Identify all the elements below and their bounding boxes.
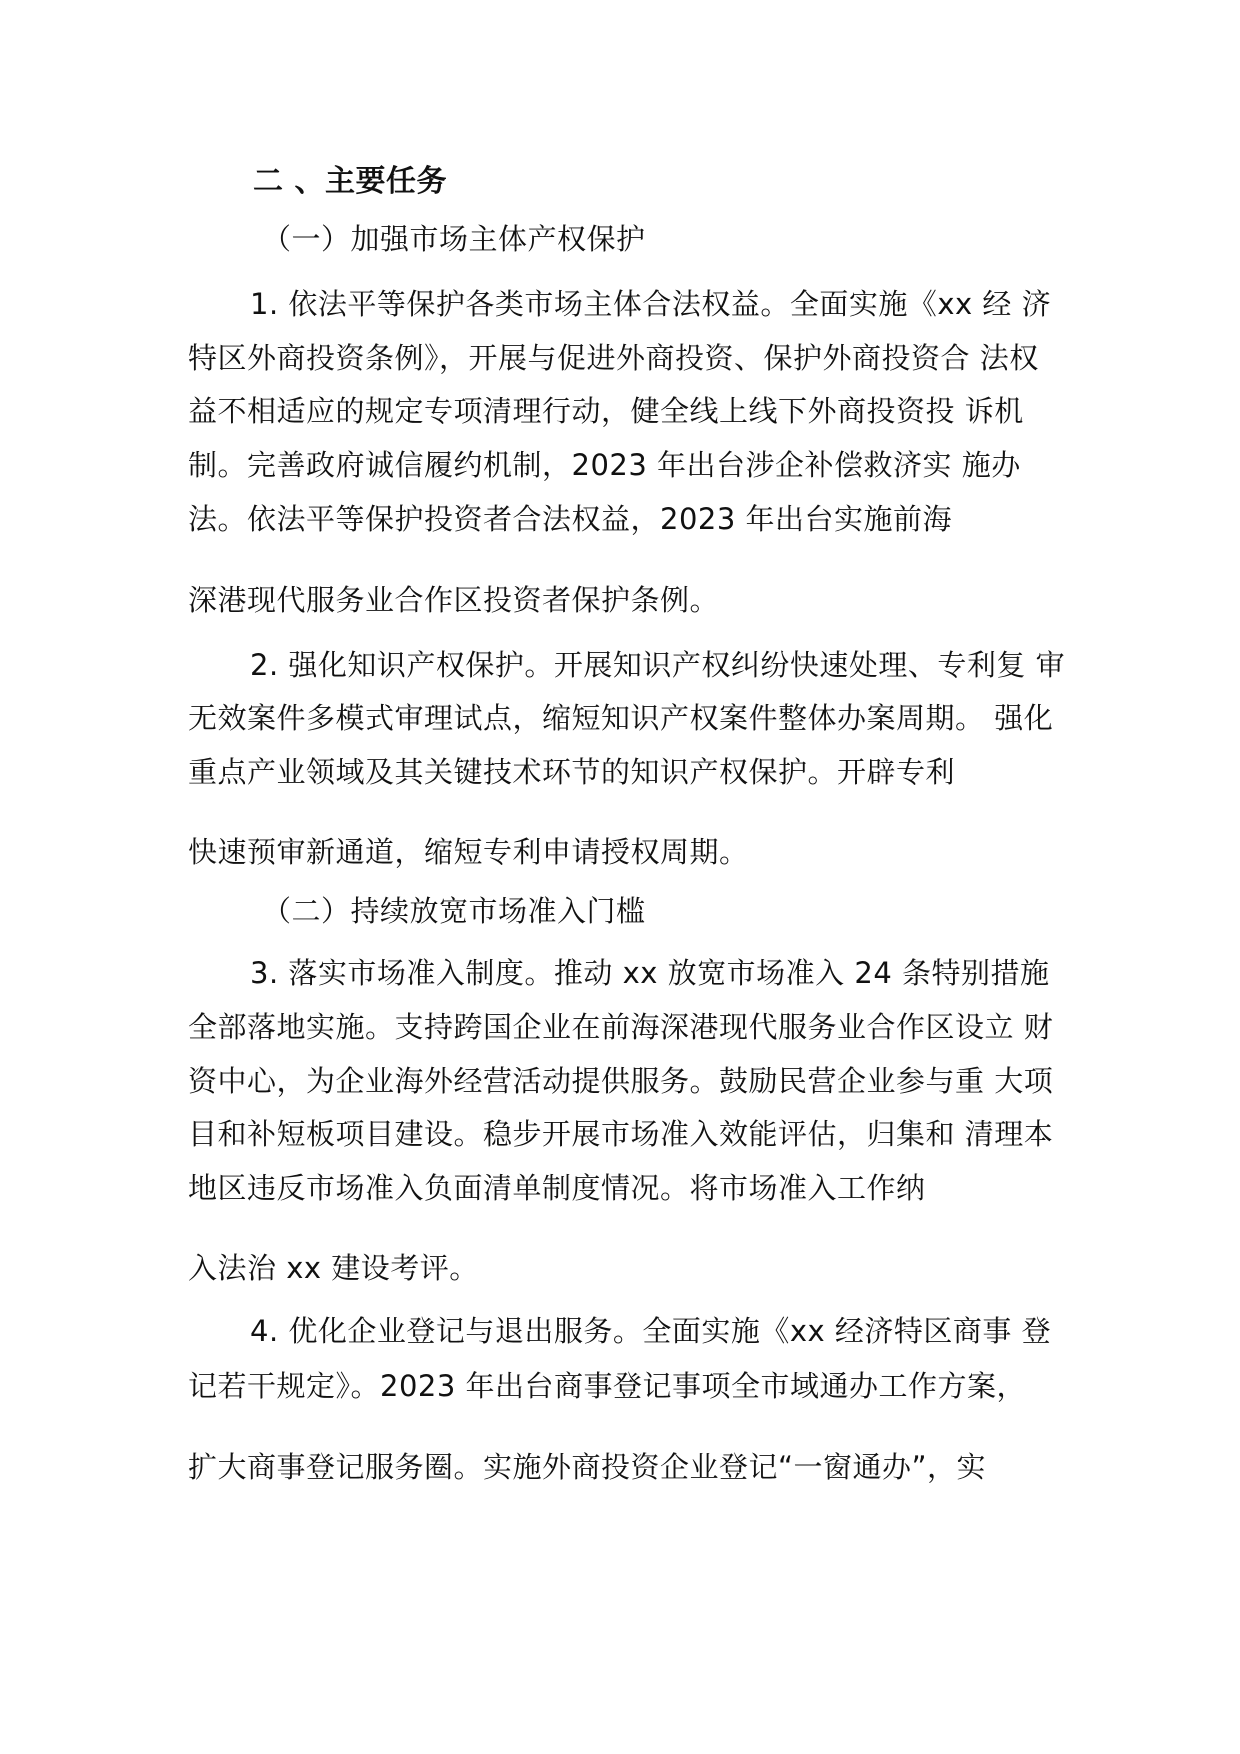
paragraph-line: 扩大商事登记服务圈。实施外商投资企业登记“一窗通办”，实 [188,1450,987,1484]
paragraph-line: 重点产业领域及其关键技术环节的知识产权保护。开辟专利 [188,755,956,789]
paragraph-line: 法。依法平等保护投资者合法权益，2023 年出台实施前海 [188,502,953,536]
paragraph-line: 资中心，为企业海外经营活动提供服务。鼓励民营企业参与重 大项 [188,1064,1054,1098]
subsection-heading: （二）持续放宽市场准入门槛 [262,894,646,928]
paragraph-line: 特区外商投资条例》，开展与促进外商投资、保护外商投资合 法权 [188,341,1039,375]
paragraph-line: 3. 落实市场准入制度。推动 xx 放宽市场准入 24 条特别措施 [250,956,1050,990]
paragraph-line: 深港现代服务业合作区投资者保护条例。 [188,583,720,617]
paragraph-line: 无效案件多模式审理试点，缩短知识产权案件整体办案周期。 强化 [188,701,1054,735]
paragraph-line: 入法治 xx 建设考评。 [188,1251,479,1285]
paragraph-line: 目和补短板项目建设。稳步开展市场准入效能评估，归集和 清理本 [188,1117,1054,1151]
paragraph-line: 2. 强化知识产权保护。开展知识产权纠纷快速处理、专利复 审 [250,648,1066,682]
paragraph-line: 4. 优化企业登记与退出服务。全面实施《xx 经济特区商事 登 [250,1314,1052,1348]
paragraph-line: 全部落地实施。支持跨国企业在前海深港现代服务业合作区设立 财 [188,1010,1054,1044]
paragraph-line: 快速预审新通道，缩短专利申请授权周期。 [188,835,749,869]
paragraph-line: 1. 依法平等保护各类市场主体合法权益。全面实施《xx 经 济 [250,287,1052,321]
paragraph-line: 地区违反市场准入负面清单制度情况。将市场准入工作纳 [188,1171,926,1205]
paragraph-line: 益不相适应的规定专项清理行动，健全线上线下外商投资投 诉机 [188,394,1024,428]
subsection-heading: （一）加强市场主体产权保护 [262,222,646,256]
paragraph-line: 制。完善政府诚信履约机制，2023 年出台涉企补偿救济实 施办 [188,448,1021,482]
section-heading: 二 、主要任务 [253,164,447,199]
paragraph-line: 记若干规定》。2023 年出台商事登记事项全市域通办工作方案， [188,1369,1027,1403]
